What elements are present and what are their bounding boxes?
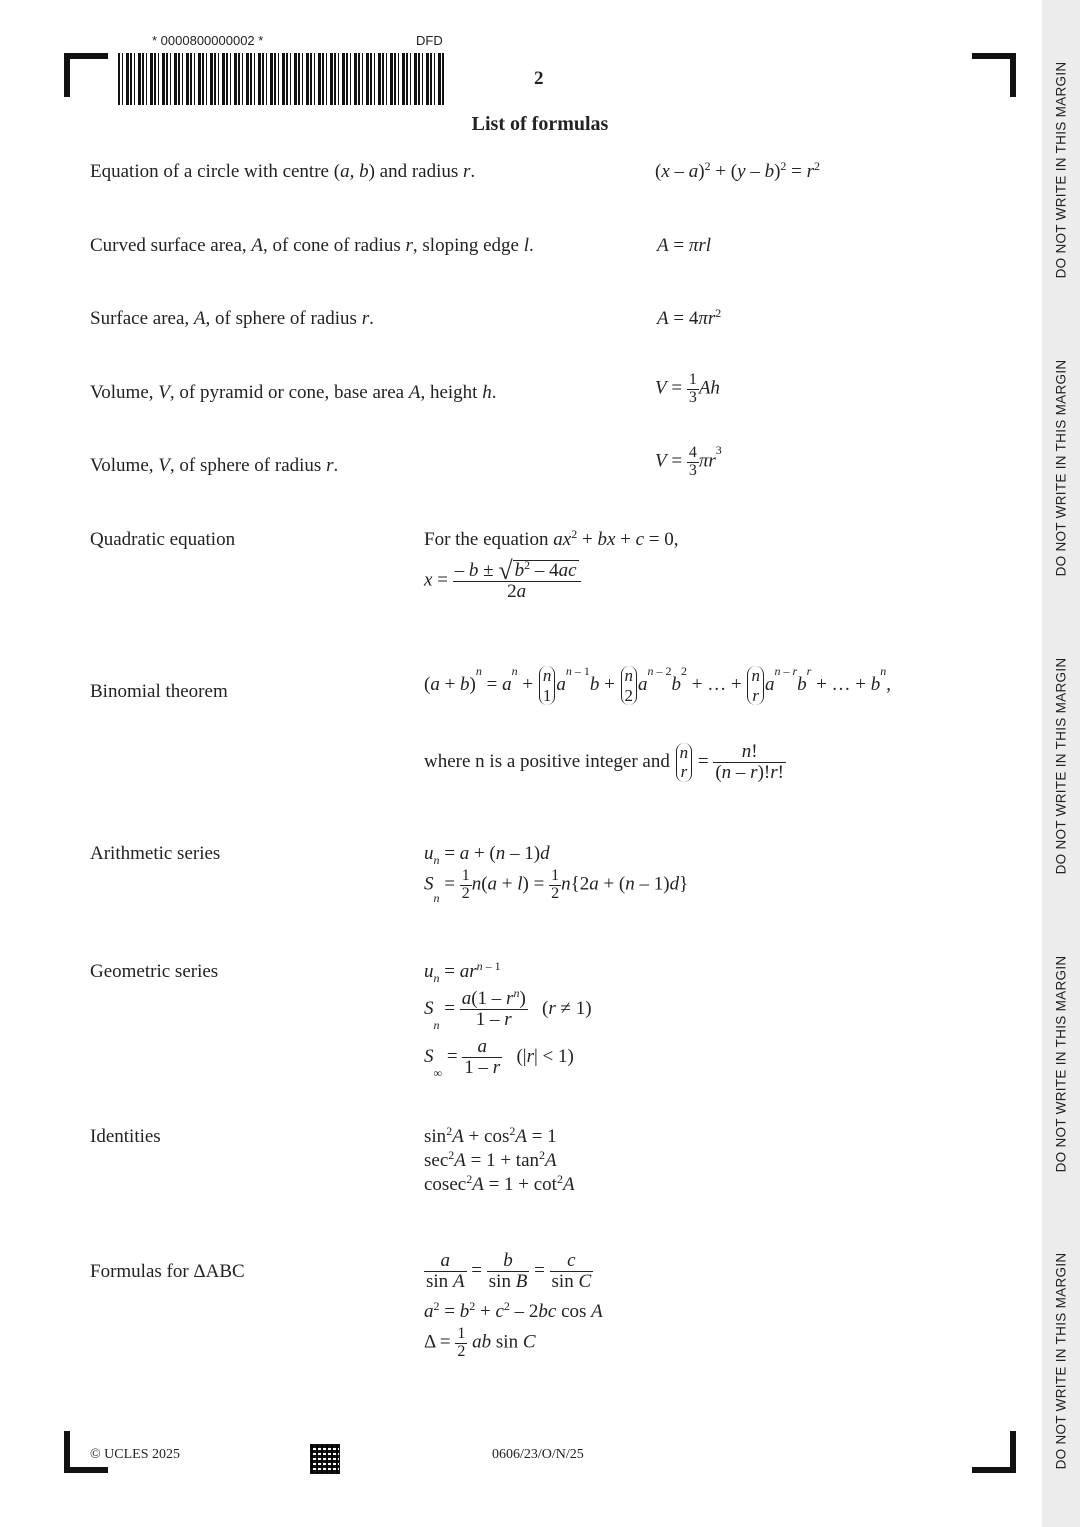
copyright: © UCLES 2025 bbox=[90, 1447, 180, 1462]
identity-3: $cosec^2A = 1 + \cot^2A$ bbox=[424, 1172, 575, 1195]
sphere-area-label: Surface area, A, of sphere of radius r. bbox=[90, 308, 374, 329]
margin-notice: DO NOT WRITE IN THIS MARGIN bbox=[1053, 359, 1069, 577]
sphere-volume-formula: V = $\frac{4}{3}$ $\pi r^3$ bbox=[655, 443, 722, 479]
sine-rule: $\frac{a}{\text{sin A}}$ = $\frac{b}{\text{sin B}}$ = $\frac{c}{\text{sin C}}$ bbox=[426, 1250, 592, 1292]
circle-label: Equation of a circle with centre (a, b) and radius r. bbox=[90, 161, 476, 182]
margin-notice: DO NOT WRITE IN THIS MARGIN bbox=[1053, 1252, 1069, 1470]
pyramid-formula: V = $\frac{1}{3}$ Ah bbox=[655, 371, 720, 406]
sphere-area-formula: $A = 4\pi r^2$ bbox=[657, 306, 722, 329]
document-code: DFD bbox=[416, 33, 443, 48]
identities-label: Identities bbox=[90, 1126, 161, 1147]
qr-code bbox=[310, 1444, 340, 1474]
margin-notice: DO NOT WRITE IN THIS MARGIN bbox=[1053, 657, 1069, 875]
pyramid-label: Volume, V, of pyramid or cone, base area A, height h. bbox=[90, 382, 497, 403]
identity-2: $\sec^2A = 1 + \tan^2A$ bbox=[424, 1148, 557, 1171]
margin-notice: DO NOT WRITE IN THIS MARGIN bbox=[1053, 61, 1069, 279]
identity-1: $\sin^2A + \cos^2A = 1$ bbox=[424, 1124, 557, 1147]
triangle-label: Formulas for ΔABC bbox=[90, 1261, 245, 1282]
page-number: 2 bbox=[534, 68, 544, 89]
paper-code: 0606/23/O/N/25 bbox=[492, 1447, 584, 1462]
arithmetic-label: Arithmetic series bbox=[90, 843, 221, 864]
arithmetic-nth-term: $u_n = a + (n - 1)d$ bbox=[424, 843, 550, 867]
barcode-text: * 0000800000002 * bbox=[152, 33, 264, 48]
quadratic-intro: For the equation $ax^2$ + bx + c = 0, bbox=[424, 527, 679, 550]
arithmetic-sum: $S_n$ = $\frac{1}{2}$ n(a + l) = $\frac{1}{2}$ n{2a + (n – 1)d} bbox=[424, 867, 689, 905]
margin-notice: DO NOT WRITE IN THIS MARGIN bbox=[1053, 955, 1069, 1173]
circle-formula: $(x - a)^2 + (y - b)^2 = r^2$ bbox=[655, 159, 821, 182]
quadratic-formula: x = $\frac{- b \pm √ b^2 - 4ac}{2a}$ bbox=[424, 560, 581, 602]
page-title: List of formulas bbox=[471, 113, 609, 135]
cone-formula: A = πrl bbox=[657, 235, 712, 256]
geometric-sum-to-infinity: $S_\infty$ = $\frac{a}{1 - r}$ (|r| < 1) bbox=[424, 1036, 574, 1080]
binomial-formula: $(a + b)^n = a^n$ + n 1 $a^{n - 1}b$ + n 2 $a^{n - 2}b^2$ + … + n r $a^{n - r}b^r$ + … + $b^n$, bbox=[424, 664, 891, 705]
geometric-nth-term: $u_n = ar^{n - 1}$ bbox=[424, 959, 501, 985]
cone-label: Curved surface area, A, of cone of radius r, sloping edge l. bbox=[90, 235, 534, 256]
cosine-rule: $a^2 = b^2 + c^2 - 2bc$ cos A bbox=[424, 1299, 603, 1322]
quadratic-label: Quadratic equation bbox=[90, 529, 236, 550]
sphere-volume-label: Volume, V, of sphere of radius r. bbox=[90, 455, 339, 476]
geometric-sum: $S_n$ = $\frac{a(1 - r^n)}{1 - r}$ (r ≠ 1) bbox=[424, 986, 592, 1032]
binomial-label: Binomial theorem bbox=[90, 681, 228, 702]
area-formula: Δ = $\frac{1}{2}$ ab sin C bbox=[424, 1325, 536, 1360]
geometric-label: Geometric series bbox=[90, 961, 219, 982]
binomial-coefficient: where n is a positive integer and n r = $\frac{n!}{(n - r)!r!}$ bbox=[424, 741, 784, 783]
barcode bbox=[118, 53, 444, 105]
